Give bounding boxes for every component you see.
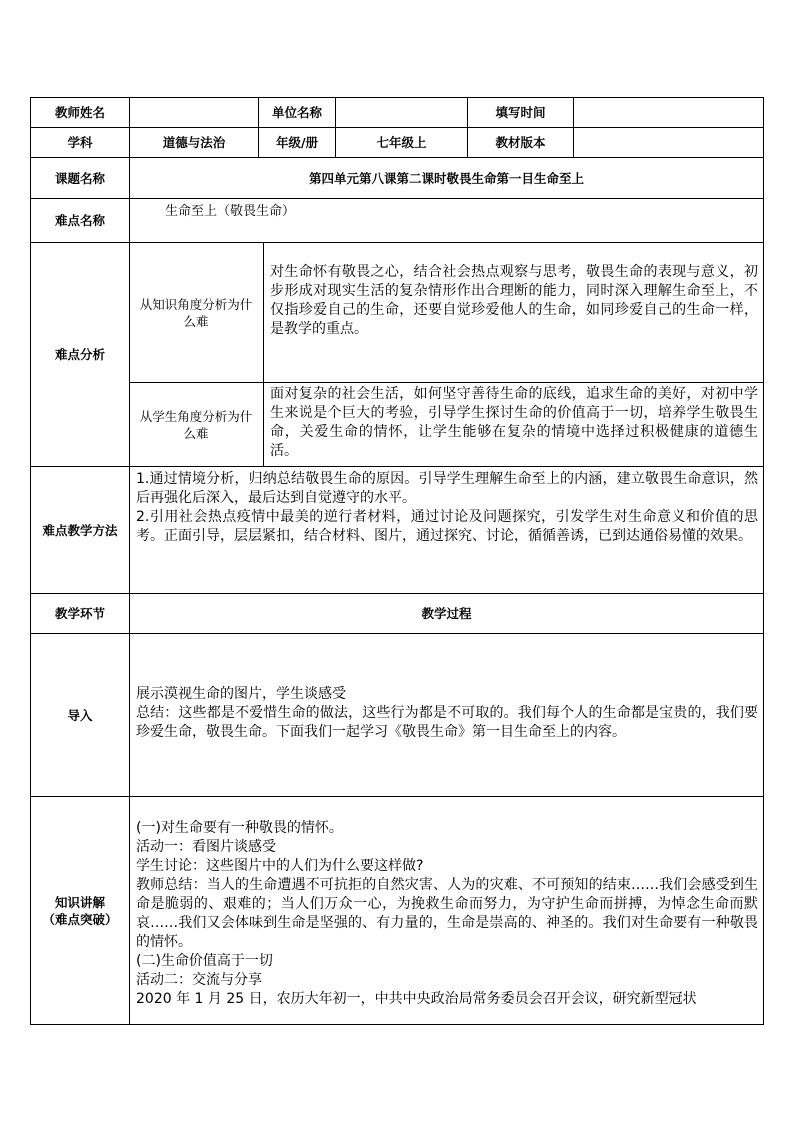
student-angle-label: 从学生角度分析为什么难 (139, 408, 253, 441)
knowledge-line-7: 2020 年 1 月 25 日，农历大年初一，中共中央政治局常务委员会召开会议，研究新型冠状 (136, 991, 697, 1007)
method-paragraph-2: 2.引用社会热点疫情中最美的逆行者材料，通过讨论及问题探究，引发学生对生命意义和价值的思考。正面引导，层层紧扣，结合材料、图片，通过探究、讨论，循循善诱，已到达通俗易懂的效果。 (136, 509, 758, 544)
topic-value: 第四单元第八课第二课时敬畏生命第一目生命至上 (308, 170, 584, 186)
teacher-name-label: 教师姓名 (54, 105, 105, 120)
knowledge-line-3: 学生讨论：这些图片中的人们为什么要这样做? (136, 858, 424, 874)
topic-label: 课题名称 (54, 170, 105, 186)
subject-value: 道德与法治 (162, 135, 226, 150)
knowledge-angle-label: 从知识角度分析为什么难 (139, 296, 253, 329)
intro-line-2: 总结：这些都是不爱惜生命的做法，这些行为都是不可取的。我们每个人的生命都是宝贵的，我们要珍爱生命，敬畏生命。下面我们一起学习《敬畏生命》第一目生命至上的内容。 (136, 705, 758, 740)
grade-label: 年级/册 (275, 135, 319, 150)
stage-header: 教学环节 (54, 606, 105, 621)
unit-name-label: 单位名称 (271, 105, 322, 120)
knowledge-text (136, 819, 758, 1009)
knowledge-line-4: 教师总结：当人的生命遭遇不可抗拒的自然灾害、人为的灾难、不可预知的结束……我们会感受到生命是脆弱的、艰难的；当人们万众一心，为挽救生命而努力，为守护生命而拼搏，为悼念生命而默哀……我们又会体味到生命是坚强的、有力量的，生命是崇高的、神圣的。我们对生命要有一种敬畏的情怀。 (136, 877, 758, 950)
intro-line-1: 展示漠视生命的图片，学生谈感受 (136, 686, 346, 702)
fill-time-value (574, 98, 763, 127)
knowledge-label-line-2: （难点突破） (42, 911, 118, 927)
knowledge-line-6: 活动二：交流与分享 (136, 972, 262, 988)
grade-value: 七年级上 (376, 135, 427, 150)
knowledge-line-1: (一)对生命要有一种敬畏的情怀。 (136, 820, 343, 836)
method-paragraph-1: 1.通过情境分析，归纳总结敬畏生命的原因。引导学生理解生命至上的内涵，建立敬畏生命意识，然后再强化后深入，最后达到自觉遵守的水平。 (136, 471, 758, 506)
teacher-name-value (130, 98, 258, 127)
knowledge-label-line-1: 知识讲解 (54, 894, 105, 910)
difficulty-value: 生命至上（敬畏生命） (165, 204, 296, 219)
fill-time-label: 填写时间 (495, 105, 546, 120)
intro-text (136, 685, 758, 742)
student-angle-text: 面对复杂的社会生活，如何坚守善待生命的底线，追求生命的美好，对初中学生来说是个巨大的考验，引导学生探讨生命的价值高于一切，培养学生敬畏生命，关爱生命的情怀，让学生能够在复杂的情境中选择过积极健康的道德生活。 (270, 386, 758, 459)
analysis-label: 难点分析 (54, 347, 105, 362)
method-text (136, 470, 758, 546)
difficulty-label: 难点名称 (54, 213, 105, 228)
knowledge-angle-text: 对生命怀有敬畏之心，结合社会热点观察与思考，敬畏生命的表现与意义，初步形成对现实生活的复杂情形作出合理断的能力，同时深入理解生命至上，不仅指珍爱自己的生命，还要自觉珍爱他人的生命，如同珍爱自己的生命一样，是教学的重点。 (270, 264, 758, 337)
subject-label: 学科 (67, 135, 93, 150)
process-header: 教学过程 (421, 606, 472, 621)
method-label: 难点教学方法 (42, 522, 118, 538)
intro-label: 导入 (67, 707, 93, 723)
knowledge-label (31, 797, 129, 1024)
textbook-value (574, 128, 763, 157)
textbook-label: 教材版本 (495, 135, 546, 150)
knowledge-line-2: 活动一：看图片谈感受 (136, 839, 276, 855)
knowledge-line-5: (二)生命价值高于一切 (136, 953, 273, 969)
unit-name-value (336, 98, 467, 127)
